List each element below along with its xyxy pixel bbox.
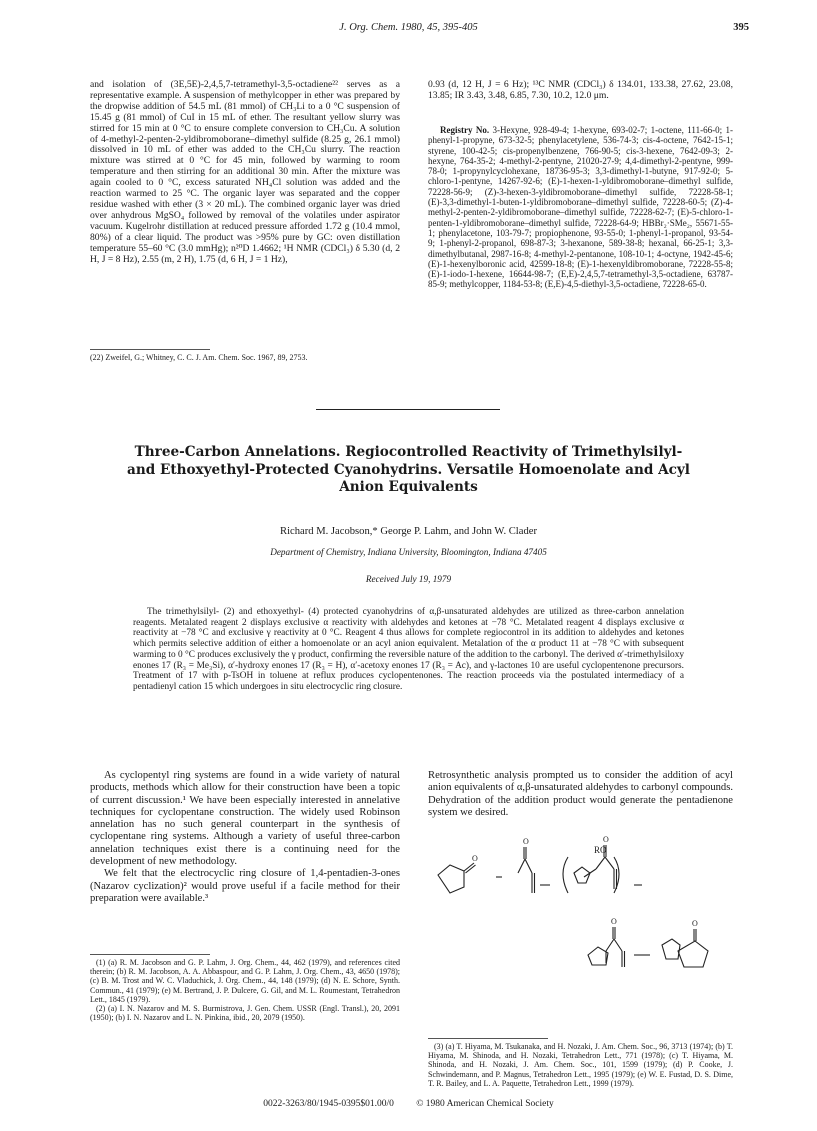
body-paragraph-2: We felt that the electrocyclic ring closure of 1,4-pentadien-3-ones (Nazarov cyclization)² would prove useful if a facile method for their preparation were available.³ xyxy=(90,868,400,904)
scheme-label-ro: RO xyxy=(594,845,607,855)
registry-numbers xyxy=(428,125,733,290)
svg-text:O: O xyxy=(472,854,478,863)
footnote-3: (3) (a) T. Hiyama, M. Tsukanaka, and H. Nozaki, J. Am. Chem. Soc., 96, 3713 (1974); (b) T. Hiyama, M. Shinoda, and H. Nozaki, Tetrahedron Lett., 771 (1978); (c) T. Hiyama, M. Shinoda, and H. Nozaki, J. Am. Chem. Soc., 101, 1599 (1979); (d) P. Cooke, J. Schwindemann, and P. Magnus, Tetrahedron Lett., 1995 (1979); (e) W. E. Fustad, D. S. Dime, T. R. Bailey, and L. A. Paquette, Tetrahedron Lett., 1999 (1979). xyxy=(428,1042,733,1088)
journal-header: J. Org. Chem. 1980, 45, 395-405 xyxy=(339,22,478,33)
article-divider xyxy=(316,409,500,410)
cyclopentenone-structure xyxy=(662,929,708,967)
registry-label: Registry No. xyxy=(440,125,490,135)
article-authors: Richard M. Jacobson,* George P. Lahm, and John W. Clader xyxy=(280,526,537,537)
footnote-rule-top-left xyxy=(90,349,210,350)
svg-text:O: O xyxy=(692,919,698,928)
abstract-text: The trimethylsilyl- (2) and ethoxyethyl- (4) protected cyanohydrins of α,β-unsaturated aldehydes are utilized as three-carbon annelation reagents. Metalated reagent 2 displays exclusive α reactivity with aldehydes and ketones at −78 °C. Metalated reagent 4 displays exclusive α reactivity at −78 °C and exclusive γ reactivity at 0 °C. Reagent 4 thus allows for complete regiocontrol in its addition to aldehydes and ketones which permits selective addition of either a homoenolate or an acyl anion equivalent. Metalation of the α product 11 at −78 °C with subsequent warming to 0 °C produces exclusively the γ product, confirming the reversible nature of the addition to the carbonyl. The derived α′-trimethylsiloxy enones 17 (R₃ = Me₃Si), α′-hydroxy enones 17 (R₃ = H), α′-acetoxy enones 17 (R₃ = Ac), and γ-lactones 10 are useful cyclopentenone precursors. Treatment of 17 with p-TsOH in toluene at reflux produces cyclopentenones. The reaction proceeds via the postulated intermediacy of a pentadienyl cation 15 which undergoes in situ electrocyclic ring closure. xyxy=(133,607,684,692)
article-title: Three-Carbon Annelations. Regiocontrolled Reactivity of Trimethylsilyl- and Ethoxyethyl-Protected Cyanohydrins. Versatile Homoenolate and Acyl Anion Equivalents xyxy=(127,444,690,495)
article-code: 0022-3263/80/1945-0395$01.00/0 xyxy=(263,1099,394,1109)
svg-text:O: O xyxy=(603,835,609,844)
body-left-column xyxy=(90,770,400,905)
page-footer xyxy=(0,1099,817,1109)
acyl-anion-structure xyxy=(518,847,535,893)
footnotes-left xyxy=(90,958,400,1022)
footnote-rule-left xyxy=(90,954,210,955)
footnote-1: (1) (a) R. M. Jacobson and G. P. Lahm, J. Org. Chem., 44, 462 (1979), and references cited therein; (b) R. M. Jacobson, A. A. Abbaspour, and G. P. Lahm, J. Org. Chem., 43, 4650 (1978); (c) B. M. Trost and W. C. Vladuchick, J. Org. Chem., 44, 148 (1979); (d) N. E. Schore, Synth. Commun., 41 (1979); (e) M. Bertrand, J. P. Dulcere, G. Gil, and M. L. Roumestant, Tetrahedron Lett., 1845 (1979). xyxy=(90,958,400,1004)
page-number: 395 xyxy=(733,22,749,33)
body-paragraph-3: Retrosynthetic analysis prompted us to consider the addition of acyl anion equivalents of α,β-unsaturated aldehydes to carbonyl compounds. Dehydration of the addition product would generate the pentadienone system we desired. xyxy=(428,770,733,818)
copyright: © 1980 American Chemical Society xyxy=(416,1099,554,1109)
svg-text:O: O xyxy=(611,917,617,926)
received-date: Received July 19, 1979 xyxy=(365,574,452,584)
registry-list: 3-Hexyne, 928-49-4; 1-hexyne, 693-02-7; 1-octene, 111-66-0; 1-phenyl-1-propyne, 673-32-5; phenylacetylene, 536-74-3; cis-4-octene, 7642-15-1; styrene, 100-42-5; cis-propenylbenzene, 766-90-5; cis-3-hexene, 7642-09-3; 2-hexyne, 764-35-2; 4-methyl-2-pentyne, 21020-27-9; 4,4-dimethyl-2-pentyne, 999-78-0; 1-propynylcyclohexane, 18736-95-3; 3,3-dimethyl-1-butyne, 917-92-0; 5-chloro-1-pentyne, 14267-92-6; (E)-1-hexen-1-yldibromoborane–dimethyl sulfide, 72228-56-9; (Z)-3-hexen-3-yldibromoborane–dimethyl sulfide, 72228-58-1; (E)-3,3-dimethyl-1-buten-1-yldibromoborane–dimethyl sulfide, 72228-60-5; (Z)-4-methyl-2-penten-2-yldibromoborane–dimethyl sulfide, 72228-62-7; (E)-5-chloro-1-penten-1-yldibromoborane–dimethyl sulfide, 72228-64-9; HBBr₂·SMe₂, 55671-55-1; phenylacetone, 103-79-7; propiophenone, 93-55-0; 1-phenyl-1-propanol, 93-54-9; 1-phenyl-2-propanol, 698-87-3; 3-hexanone, 589-38-8; hexanal, 66-25-1; 3,3-dimethylbutanal, 2987-16-8; 4-methyl-2-pentanone, 108-10-1; 4-octyne, 1942-45-6; (E)-1-hexenylboronic acid, 42599-18-8; (E)-1-hexenyldibromoborane, 72228-55-8; (E)-1-iodo-1-hexene, 16644-98-7; (E,E)-2,4,5,7-tetramethyl-3,5-octadiene, 63787-85-9; methylcopper, 1184-53-8; (E,E)-4,5-diethyl-3,5-octadiene, 72228-65-0. xyxy=(428,125,733,290)
body-right-column xyxy=(428,770,733,819)
footnote-2: (2) (a) I. N. Nazarov and M. S. Burmistrova, J. Gen. Chem. USSR (Engl. Transl.), 20, 2091 (1950); (b) I. N. Nazarov and L. N. Pinkina, ibid., 20, 2079 (1950). xyxy=(90,1004,400,1023)
prev-article-right-text: 0.93 (d, 12 H, J = 6 Hz); ¹³C NMR (CDCl₃) δ 134.01, 133.38, 27.62, 23.08, 13.85; IR 3.43, 3.48, 6.85, 7.30, 10.2, 12.0 μm. xyxy=(428,79,733,101)
pentadienone-structure xyxy=(588,927,625,967)
footnote-22: (22) Zweifel, G.; Whitney, C. C. J. Am. Chem. Soc. 1967, 89, 2753. xyxy=(90,353,308,362)
abstract xyxy=(133,607,684,693)
retrosynthesis-scheme xyxy=(428,833,733,1003)
cyclopentanone-structure xyxy=(438,863,476,893)
footnote-rule-right xyxy=(428,1038,548,1039)
article-affiliation: Department of Chemistry, Indiana University, Bloomington, Indiana 47405 xyxy=(270,547,547,557)
svg-text:O: O xyxy=(523,837,529,846)
footnotes-right xyxy=(428,1042,733,1088)
addition-adduct-structure xyxy=(563,845,619,893)
prev-article-left-text: and isolation of (3E,5E)-2,4,5,7-tetramethyl-3,5-octadiene²² serves as a representative example. A suspension of methylcopper in ether was prepared by the dropwise addition of 54.5 mL (81 mmol) of CH₃Li to a 0 °C suspension of 15.45 g (81 mmol) of CuI in 15 mL of ether. The resultant yellow slurry was stirred for 15 min at 0 °C to ensure complete conversion to CH₃Cu. A solution of 4-methyl-2-penten-2-yldibromoborane–dimethyl sulfide (8.25 g, 26.1 mmol) dissolved in 10 mL of ether was added to the CH₃Cu slurry. The reaction mixture was stirred at 0 °C for 45 min, followed by warming to room temperature and then stirring for an additional 30 min. After the mixture was again cooled to 0 °C, excess saturated NH₄Cl solution was added and the reaction warmed to 25 °C. The organic layer was separated and the copper residue washed with ether (3 × 20 mL). The combined organic layer was dried over anhydrous MgSO₄ followed by removal of the volatiles under aspirator vacuum. Kugelrohr distillation at reduced pressure afforded 1.72 g (10.4 mmol, 80%) of a clear liquid. The product was >95% pure by GC: oven distillation temperature 55–60 °C (3.0 mmHg); n²⁰D 1.4662; ¹H NMR (CDCl₃) δ 5.30 (d, 2 H, J = 8 Hz), 2.55 (m, 2 H), 1.75 (d, 6 H, J = 1 Hz), xyxy=(90,79,400,265)
body-paragraph-1: As cyclopentyl ring systems are found in a wide variety of natural products, methods which allow for their construction have been a topic of current discussion.¹ We have been especially interested in annelative techniques for cyclopentane construction. The widely used Robinson annelation has no such general counterpart in the synthesis of cyclopentane ring systems. Although a variety of useful three-carbon annelation techniques exist there is a continuing need for the development of new methodology. xyxy=(90,770,400,868)
